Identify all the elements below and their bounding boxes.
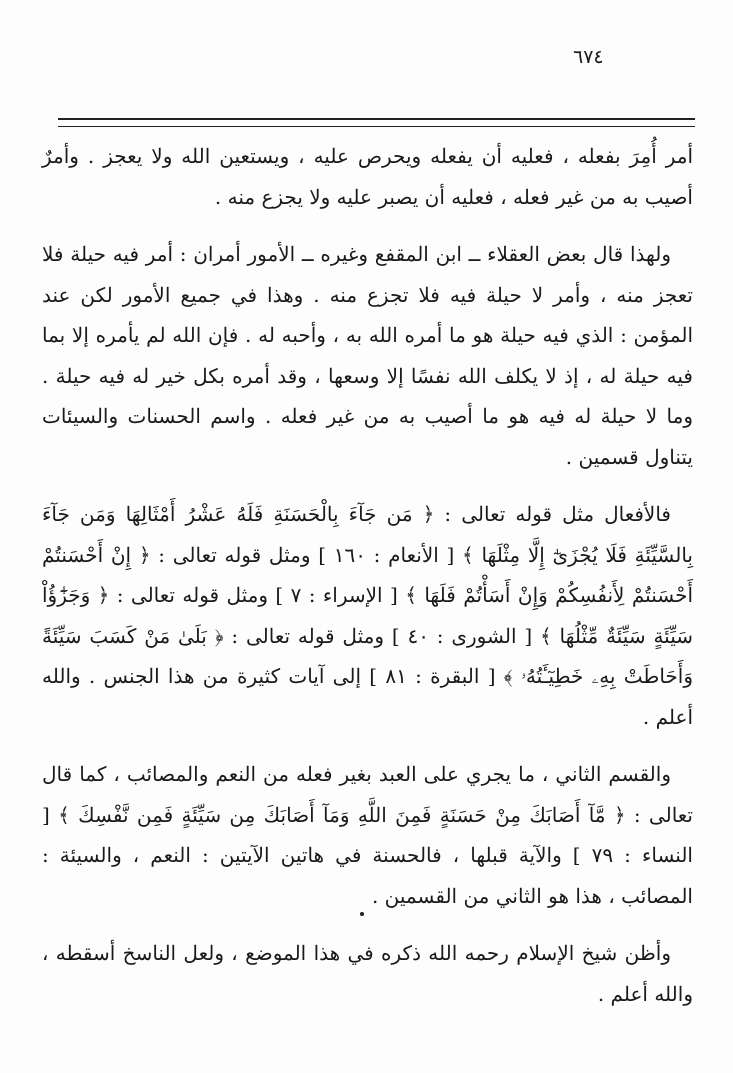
header-rule [58, 118, 695, 127]
body-text [42, 136, 693, 1031]
paragraph-3: فالأفعال مثل قوله تعالى : ﴿ مَن جَآءَ بِالْحَسَنَةِ فَلَهُ عَشْرُ أَمْثَالِهَا وَمَن جَآءَ بِالسَّيِّئَةِ فَلَا يُجْزَىٰٓ إِلَّا مِثْلَهَا ﴾ [ الأنعام : ١٦٠ ] ومثل قوله تعالى : ﴿ إِنْ أَحْسَنتُمْ أَحْسَنتُمْ لِأَنفُسِكُمْ وَإِنْ أَسَأْتُمْ فَلَهَا ﴾ [ الإسراء : ٧ ] ومثل قوله تعالى : ﴿ وَجَزَٰٓؤُاْ سَيِّئَةٍ سَيِّئَةٌ مِّثْلُهَا ﴾ [ الشورى : ٤٠ ] ومثل قوله تعالى : ﴿ بَلَىٰ مَنْ كَسَبَ سَيِّئَةً وَأَحَاطَتْ بِهِۦ خَطِيٓـَٔتُهُۥ ﴾ [ البقرة : ٨١ ] إلى آيات كثيرة من هذا الجنس . والله أعلم . [42, 502, 694, 729]
paragraph-2: ولهذا قال بعض العقلاء ــ ابن المقفع وغيره ــ الأمور أمران : أمر فيه حيلة فلا تعجز منه ، وأمر لا حيلة فيه فلا تجزع منه . وهذا في جميع الأمور لكن عند المؤمن : الذي فيه حيلة هو ما أمره الله به ، وأحبه له . فإن الله لم يأمره إلا بما فيه حيلة له ، إذ لا يكلف الله نفسًا إلا وسعها ، وقد أمره بكل خير له فيه حيلة . وما لا حيلة له فيه هو ما أصيب به من غير فعله . واسم الحسنات والسيئات يتناول قسمين . [42, 242, 693, 469]
ink-dot [360, 912, 364, 916]
paragraph-5: وأظن شيخ الإسلام رحمه الله ذكره في هذا الموضع ، ولعل الناسخ أسقطه ، والله أعلم . [42, 941, 693, 1006]
paragraph-1: أمر أُمِرَ بفعله ، فعليه أن يفعله ويحرص عليه ، ويستعين الله ولا يعجز . وأمرٌ أصيب به من غير فعله ، فعليه أن يصبر عليه ولا يجزع منه . [42, 144, 693, 209]
paragraph-4: والقسم الثاني ، ما يجري على العبد بغير فعله من النعم والمصائب ، كما قال تعالى : ﴿ مَّآ أَصَابَكَ مِنْ حَسَنَةٍ فَمِنَ اللَّهِ وَمَآ أَصَابَكَ مِن سَيِّئَةٍ فَمِن نَّفْسِكَ ﴾ [ النساء : ٧٩ ] والآية قبلها ، فالحسنة في هاتين الآيتين : النعم ، والسيئة : المصائب ، هذا هو الثاني من القسمين . [42, 762, 693, 908]
page-number: ٦٧٤ [573, 46, 604, 68]
